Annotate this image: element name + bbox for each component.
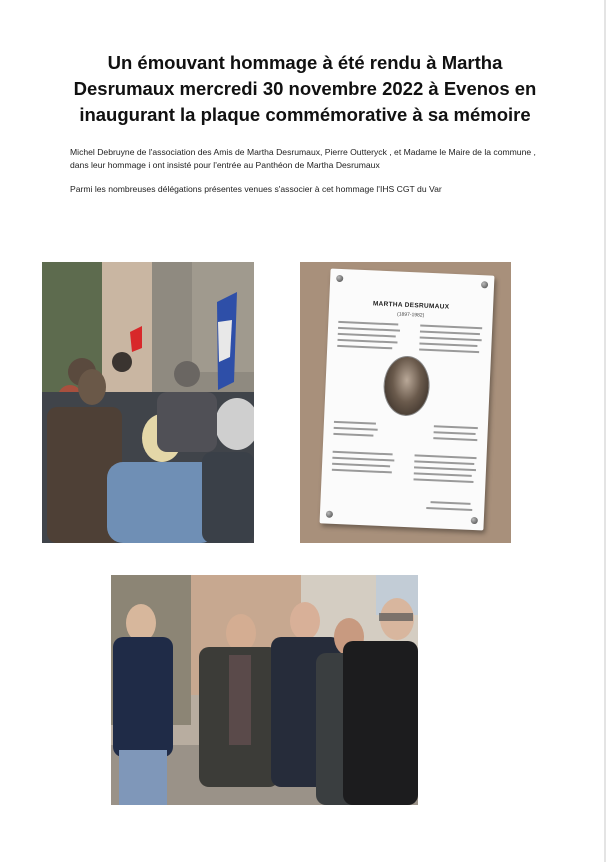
plaque-dates: (1897-1982): [396, 311, 425, 319]
screw-icon: [471, 517, 478, 524]
photo-group: [111, 575, 418, 805]
plaque-heading: MARTHA DESRUMAUX: [372, 300, 450, 311]
screw-icon: [326, 511, 333, 518]
screw-icon: [481, 281, 488, 288]
commemorative-plaque: [320, 269, 495, 531]
paragraph-delegations: Parmi les nombreuses délégations présentes venues s'associer à cet hommage l'IHS CGT du Var: [70, 184, 442, 194]
photo-crowd: [42, 262, 254, 543]
article-title: Un émouvant hommage à été rendu à Martha Desrumaux mercredi 30 novembre 2022 à Evenos en inaugurant la plaque commémorative à sa mémoire: [73, 52, 537, 125]
plaque-text-block: [330, 321, 482, 517]
screw-icon: [336, 275, 343, 282]
photo-plaque: [300, 262, 511, 543]
paragraph-hommage: Michel Debruyne de l'association des Amis de Martha Desrumaux, Pierre Outteryck , et Madame le Maire de la commune , dans leur hommage i ont insisté pour l'entrée au Panthéon de Martha Desrumaux: [70, 147, 536, 170]
